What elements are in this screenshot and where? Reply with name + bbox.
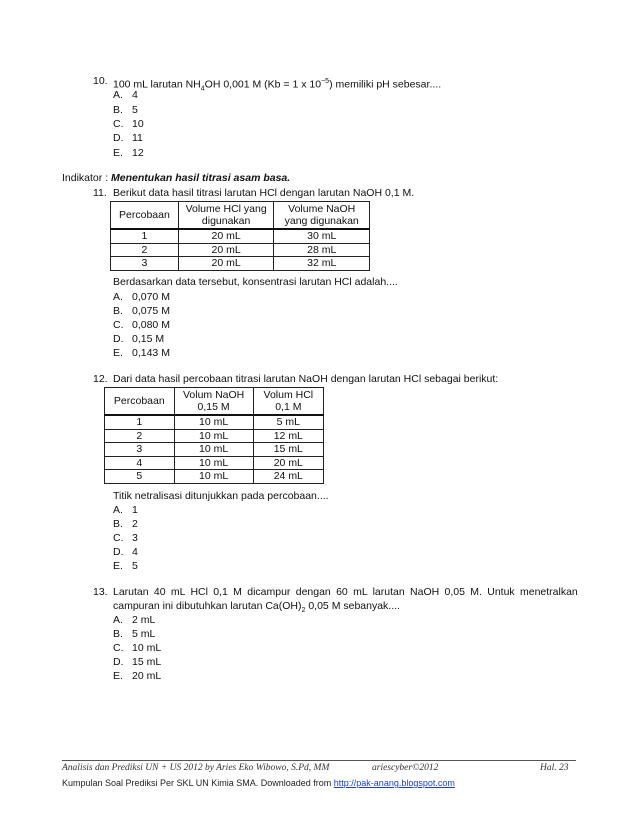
table-cell: 3 xyxy=(105,443,175,457)
q11-option-letter: C. xyxy=(113,319,124,331)
q10-option-value: 10 xyxy=(132,118,144,130)
q10-option-letter: A. xyxy=(113,89,123,101)
q13-option-letter: B. xyxy=(113,628,123,640)
q11-table xyxy=(110,201,370,271)
table-row xyxy=(105,456,324,470)
indicator-label: Indikator : xyxy=(62,172,109,184)
table-cell: 4 xyxy=(105,456,175,470)
table-row xyxy=(105,415,324,429)
q13-option-value: 10 mL xyxy=(132,642,162,654)
footer-source-text: Kumpulan Soal Prediksi Per SKL UN Kimia SMA. Downloaded from xyxy=(62,778,334,788)
q12-option-value: 5 xyxy=(132,560,138,572)
table-row xyxy=(111,257,370,271)
q13-line1: Larutan 40 mL HCl 0,1 M dicampur dengan 60 mL larutan NaOH 0,05 M. Untuk menetralkan xyxy=(113,586,578,598)
q11-col-volume-naoh-line2: yang digunakan xyxy=(284,215,359,227)
q10-option-value: 4 xyxy=(132,89,138,101)
q13-number: 13. xyxy=(93,586,108,598)
q10-option-letter: C. xyxy=(113,118,124,130)
q10-option-value: 5 xyxy=(132,104,138,116)
q11-option-value: 0,070 M xyxy=(132,291,170,303)
table-cell: 10 mL xyxy=(174,470,253,484)
footer-divider xyxy=(62,760,576,761)
q11-option-letter: A. xyxy=(113,291,123,303)
q13-sub: 2 xyxy=(301,607,306,615)
q12-option-letter: C. xyxy=(113,532,124,544)
table-cell: 1 xyxy=(111,229,179,243)
q12-option-letter: A. xyxy=(113,504,123,516)
q12-col-percobaan: Percobaan xyxy=(105,388,175,416)
q13-line2-a: campuran ini dibutuhkan larutan Ca(OH) xyxy=(113,600,302,612)
q11-option-letter: E. xyxy=(113,347,123,359)
q12-text: Dari data hasil percobaan titrasi larutan NaOH dengan larutan HCl sebagai berikut: xyxy=(113,373,499,385)
q13-option-letter: A. xyxy=(113,614,123,626)
table-cell: 24 mL xyxy=(253,470,323,484)
q11-text: Berikut data hasil titrasi larutan HCl dengan larutan NaOH 0,1 M. xyxy=(113,187,415,199)
q10-option-letter: E. xyxy=(113,147,123,159)
q11-col-volume-naoh-line1: Volume NaOH xyxy=(288,202,356,215)
q13-option-value: 20 mL xyxy=(132,670,162,682)
q11-option-value: 0,080 M xyxy=(132,319,170,331)
table-row xyxy=(105,429,324,443)
table-cell: 10 mL xyxy=(174,429,253,443)
q11-col-volume-hcl-line2: digunakan xyxy=(201,215,251,227)
q12-col-volum-naoh xyxy=(174,388,253,416)
q13-option-value: 5 mL xyxy=(132,628,156,640)
table-cell: 20 mL xyxy=(178,229,274,243)
table-cell: 12 mL xyxy=(253,429,323,443)
q11-col-volume-naoh xyxy=(274,202,370,230)
q13-option-letter: E. xyxy=(113,670,123,682)
q11-option-letter: B. xyxy=(113,305,123,317)
q12-col-volum-hcl-line2: 0,1 M xyxy=(275,401,302,413)
footer-link[interactable]: http://pak-anang.blogspot.com xyxy=(333,778,455,788)
q11-option-letter: D. xyxy=(113,333,124,345)
q10-sup: −5 xyxy=(321,78,330,85)
q11-col-percobaan: Percobaan xyxy=(111,202,179,230)
q10-option-value: 11 xyxy=(132,132,143,144)
table-cell: 32 mL xyxy=(274,257,370,271)
q13-line2-b: 0,05 M sebanyak.... xyxy=(305,600,400,612)
indicator xyxy=(62,172,290,185)
q12-option-value: 4 xyxy=(132,546,138,558)
table-cell: 20 mL xyxy=(253,456,323,470)
q12-col-volum-hcl-line1: Volum HCl xyxy=(263,388,314,401)
q12-option-value: 3 xyxy=(132,532,138,544)
q10-option-letter: D. xyxy=(113,132,124,144)
q12-number: 12. xyxy=(93,373,108,385)
q13-line2 xyxy=(113,600,400,617)
q13-option-letter: C. xyxy=(113,642,124,654)
table-cell: 1 xyxy=(105,415,175,429)
q10-option-value: 12 xyxy=(132,147,144,159)
q11-after: Berdasarkan data tersebut, konsentrasi larutan HCl adalah.... xyxy=(113,276,398,288)
table-cell: 5 mL xyxy=(253,415,323,429)
table-cell: 15 mL xyxy=(253,443,323,457)
indicator-text: Menentukan hasil titrasi asam basa. xyxy=(111,172,291,184)
table-cell: 10 mL xyxy=(174,456,253,470)
q10-text-b: OH 0,001 M (Kb = 1 x 10 xyxy=(204,78,322,91)
table-cell: 28 mL xyxy=(274,243,370,257)
q10-option-letter: B. xyxy=(113,104,123,116)
q11-option-value: 0,075 M xyxy=(132,305,170,317)
q12-after: Titik netralisasi ditunjukkan pada percobaan.... xyxy=(113,490,329,502)
q12-option-value: 1 xyxy=(132,504,138,516)
table-row xyxy=(105,443,324,457)
table-cell: 10 mL xyxy=(174,415,253,429)
q10-text-a: 100 mL larutan NH xyxy=(113,78,201,91)
q11-option-value: 0,15 M xyxy=(132,333,165,345)
q10-sub: 4 xyxy=(200,85,205,93)
table-cell: 2 xyxy=(105,429,175,443)
table-row xyxy=(111,229,370,243)
table-row xyxy=(105,470,324,484)
q13-option-value: 15 mL xyxy=(132,656,162,668)
q12-option-letter: E. xyxy=(113,560,123,572)
q10-number: 10. xyxy=(93,75,108,87)
q11-col-volume-hcl-line1: Volume HCl yang xyxy=(185,202,267,215)
table-cell: 3 xyxy=(111,257,179,271)
table-cell: 10 mL xyxy=(174,443,253,457)
q12-option-value: 2 xyxy=(132,518,138,530)
table-cell: 2 xyxy=(111,243,179,257)
footer-author: Analisis dan Prediksi UN + US 2012 by Aries Eko Wibowo, S.Pd, MM xyxy=(62,763,330,773)
q11-number: 11. xyxy=(93,187,107,199)
q11-col-volume-hcl xyxy=(178,202,274,230)
footer-source xyxy=(62,778,455,788)
q12-table xyxy=(104,387,324,484)
q10-text-c: ) memiliki pH sebesar.... xyxy=(329,78,442,91)
q10-text xyxy=(113,75,441,96)
q12-option-letter: B. xyxy=(113,518,123,530)
q12-option-letter: D. xyxy=(113,546,124,558)
table-cell: 20 mL xyxy=(178,243,274,257)
q12-col-volum-hcl xyxy=(253,388,323,416)
q12-col-volum-naoh-line2: 0,15 M xyxy=(197,401,230,413)
table-cell: 20 mL xyxy=(178,257,274,271)
q13-option-letter: D. xyxy=(113,656,124,668)
table-row xyxy=(111,243,370,257)
q13-option-value: 2 mL xyxy=(132,614,156,626)
table-cell: 5 xyxy=(105,470,175,484)
footer-page-number: Hal. 23 xyxy=(540,763,569,773)
q11-option-value: 0,143 M xyxy=(132,347,170,359)
footer-copyright: ariescyber©2012 xyxy=(372,763,439,773)
table-cell: 30 mL xyxy=(274,229,370,243)
q12-col-volum-naoh-line1: Volum NaOH xyxy=(182,388,245,401)
